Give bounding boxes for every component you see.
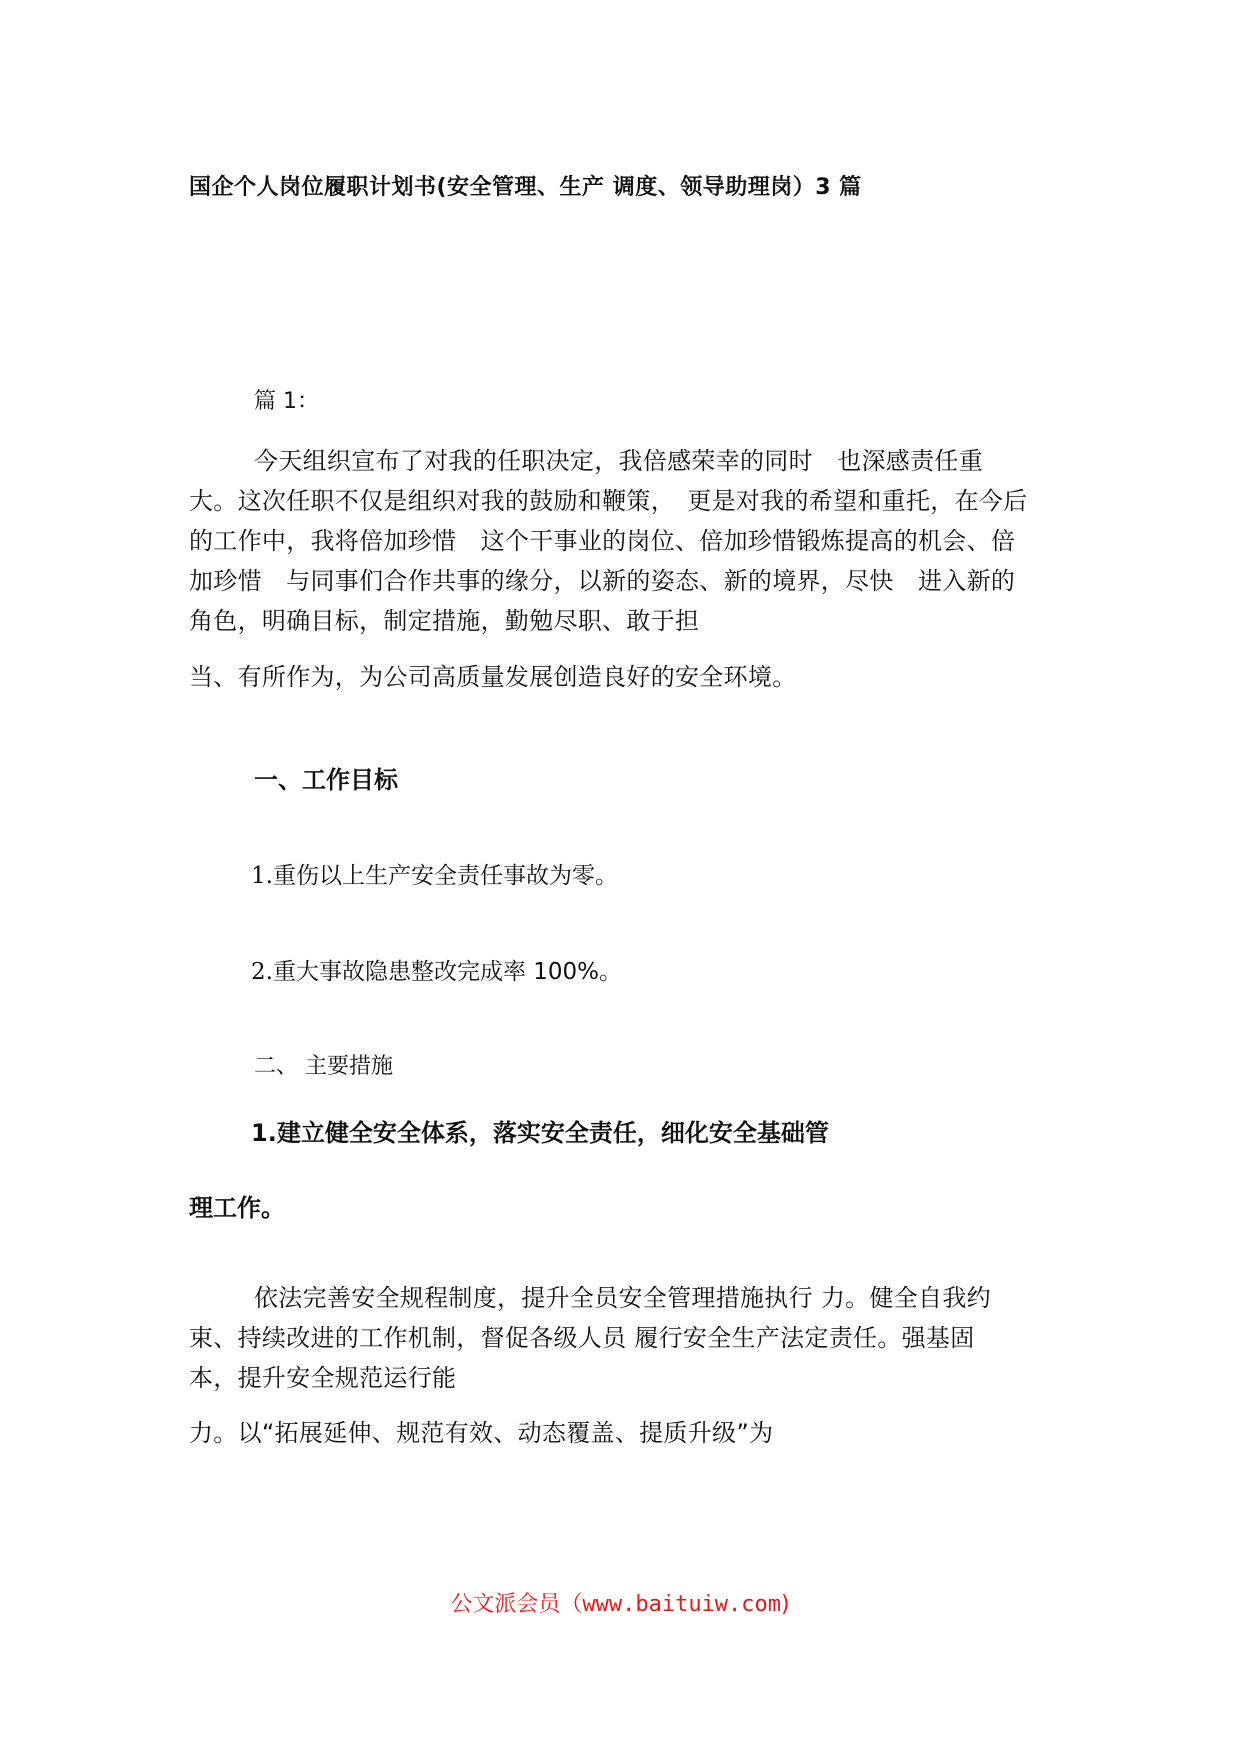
goal-item [251, 953, 1151, 986]
measure-heading: 1.建立健全安全体系，落实安全责任，细化安全基础管 [251, 1119, 829, 1147]
measure-line: 本，提升安全规范运行能 [189, 1364, 457, 1392]
intro-line: 的工作中，我将倍加珍惜 这个干事业的岗位、倍加珍惜锻炼提高的机会、倍 [189, 527, 1016, 555]
intro-line: 大。这次任职不仅是组织对我的鼓励和鞭策， 更是对我的希望和重托，在今后 [189, 487, 1028, 515]
intro-continuation-line: 当、有所作为，为公司高质量发展创造良好的安全环境。 [189, 663, 797, 691]
footer-close: ) [781, 1592, 790, 1617]
goal-item [251, 857, 1151, 890]
footer-watermark [0, 1587, 1240, 1618]
goal-text: 重伤以上生产安全责任事故为零。 [272, 863, 618, 889]
goal-text: 重大事故隐患整改完成率 100%。 [272, 959, 623, 985]
chapter-label: 篇 1： [254, 389, 319, 414]
footer-label: 公文派会员（ [450, 1592, 583, 1617]
measure-continuation-line: 力。以“拓展延伸、规范有效、动态覆盖、提质升级”为 [189, 1419, 774, 1447]
section-heading-measures: 二、 主要措施 [254, 1054, 393, 1079]
goal-number: 2. [251, 959, 273, 985]
intro-continuation [189, 657, 1089, 697]
intro-line: 今天组织宣布了对我的任职决定，我倍感荣幸的同时 也深感责任重 [254, 447, 983, 475]
measure-line: 束、持续改进的工作机制，督促各级人员 履行安全生产法定责任。强基固 [189, 1324, 975, 1352]
measure-continuation [189, 1413, 1089, 1453]
measure-heading-continuation: 理工作。 [189, 1194, 285, 1222]
intro-line: 加珍惜 与同事们合作共事的缘分，以新的姿态、新的境界，尽快 进入新的 [189, 567, 1016, 595]
measure-line: 依法完善安全规程制度，提升全员安全管理措施执行 力。健全自我约 [254, 1284, 991, 1312]
intro-line: 角色，明确目标，制定措施，勤勉尽职、敢于担 [189, 607, 700, 635]
measure-paragraph [189, 1278, 1089, 1398]
section-heading-goals: 一、工作目标 [254, 766, 398, 794]
goal-number: 1. [251, 863, 273, 889]
document-title: 国企个人岗位履职计划书(安全管理、生产 调度、领导助理岗）3 篇 [189, 175, 862, 200]
footer-url[interactable]: www.baituiw.com [582, 1592, 782, 1617]
intro-paragraph [189, 441, 1089, 641]
